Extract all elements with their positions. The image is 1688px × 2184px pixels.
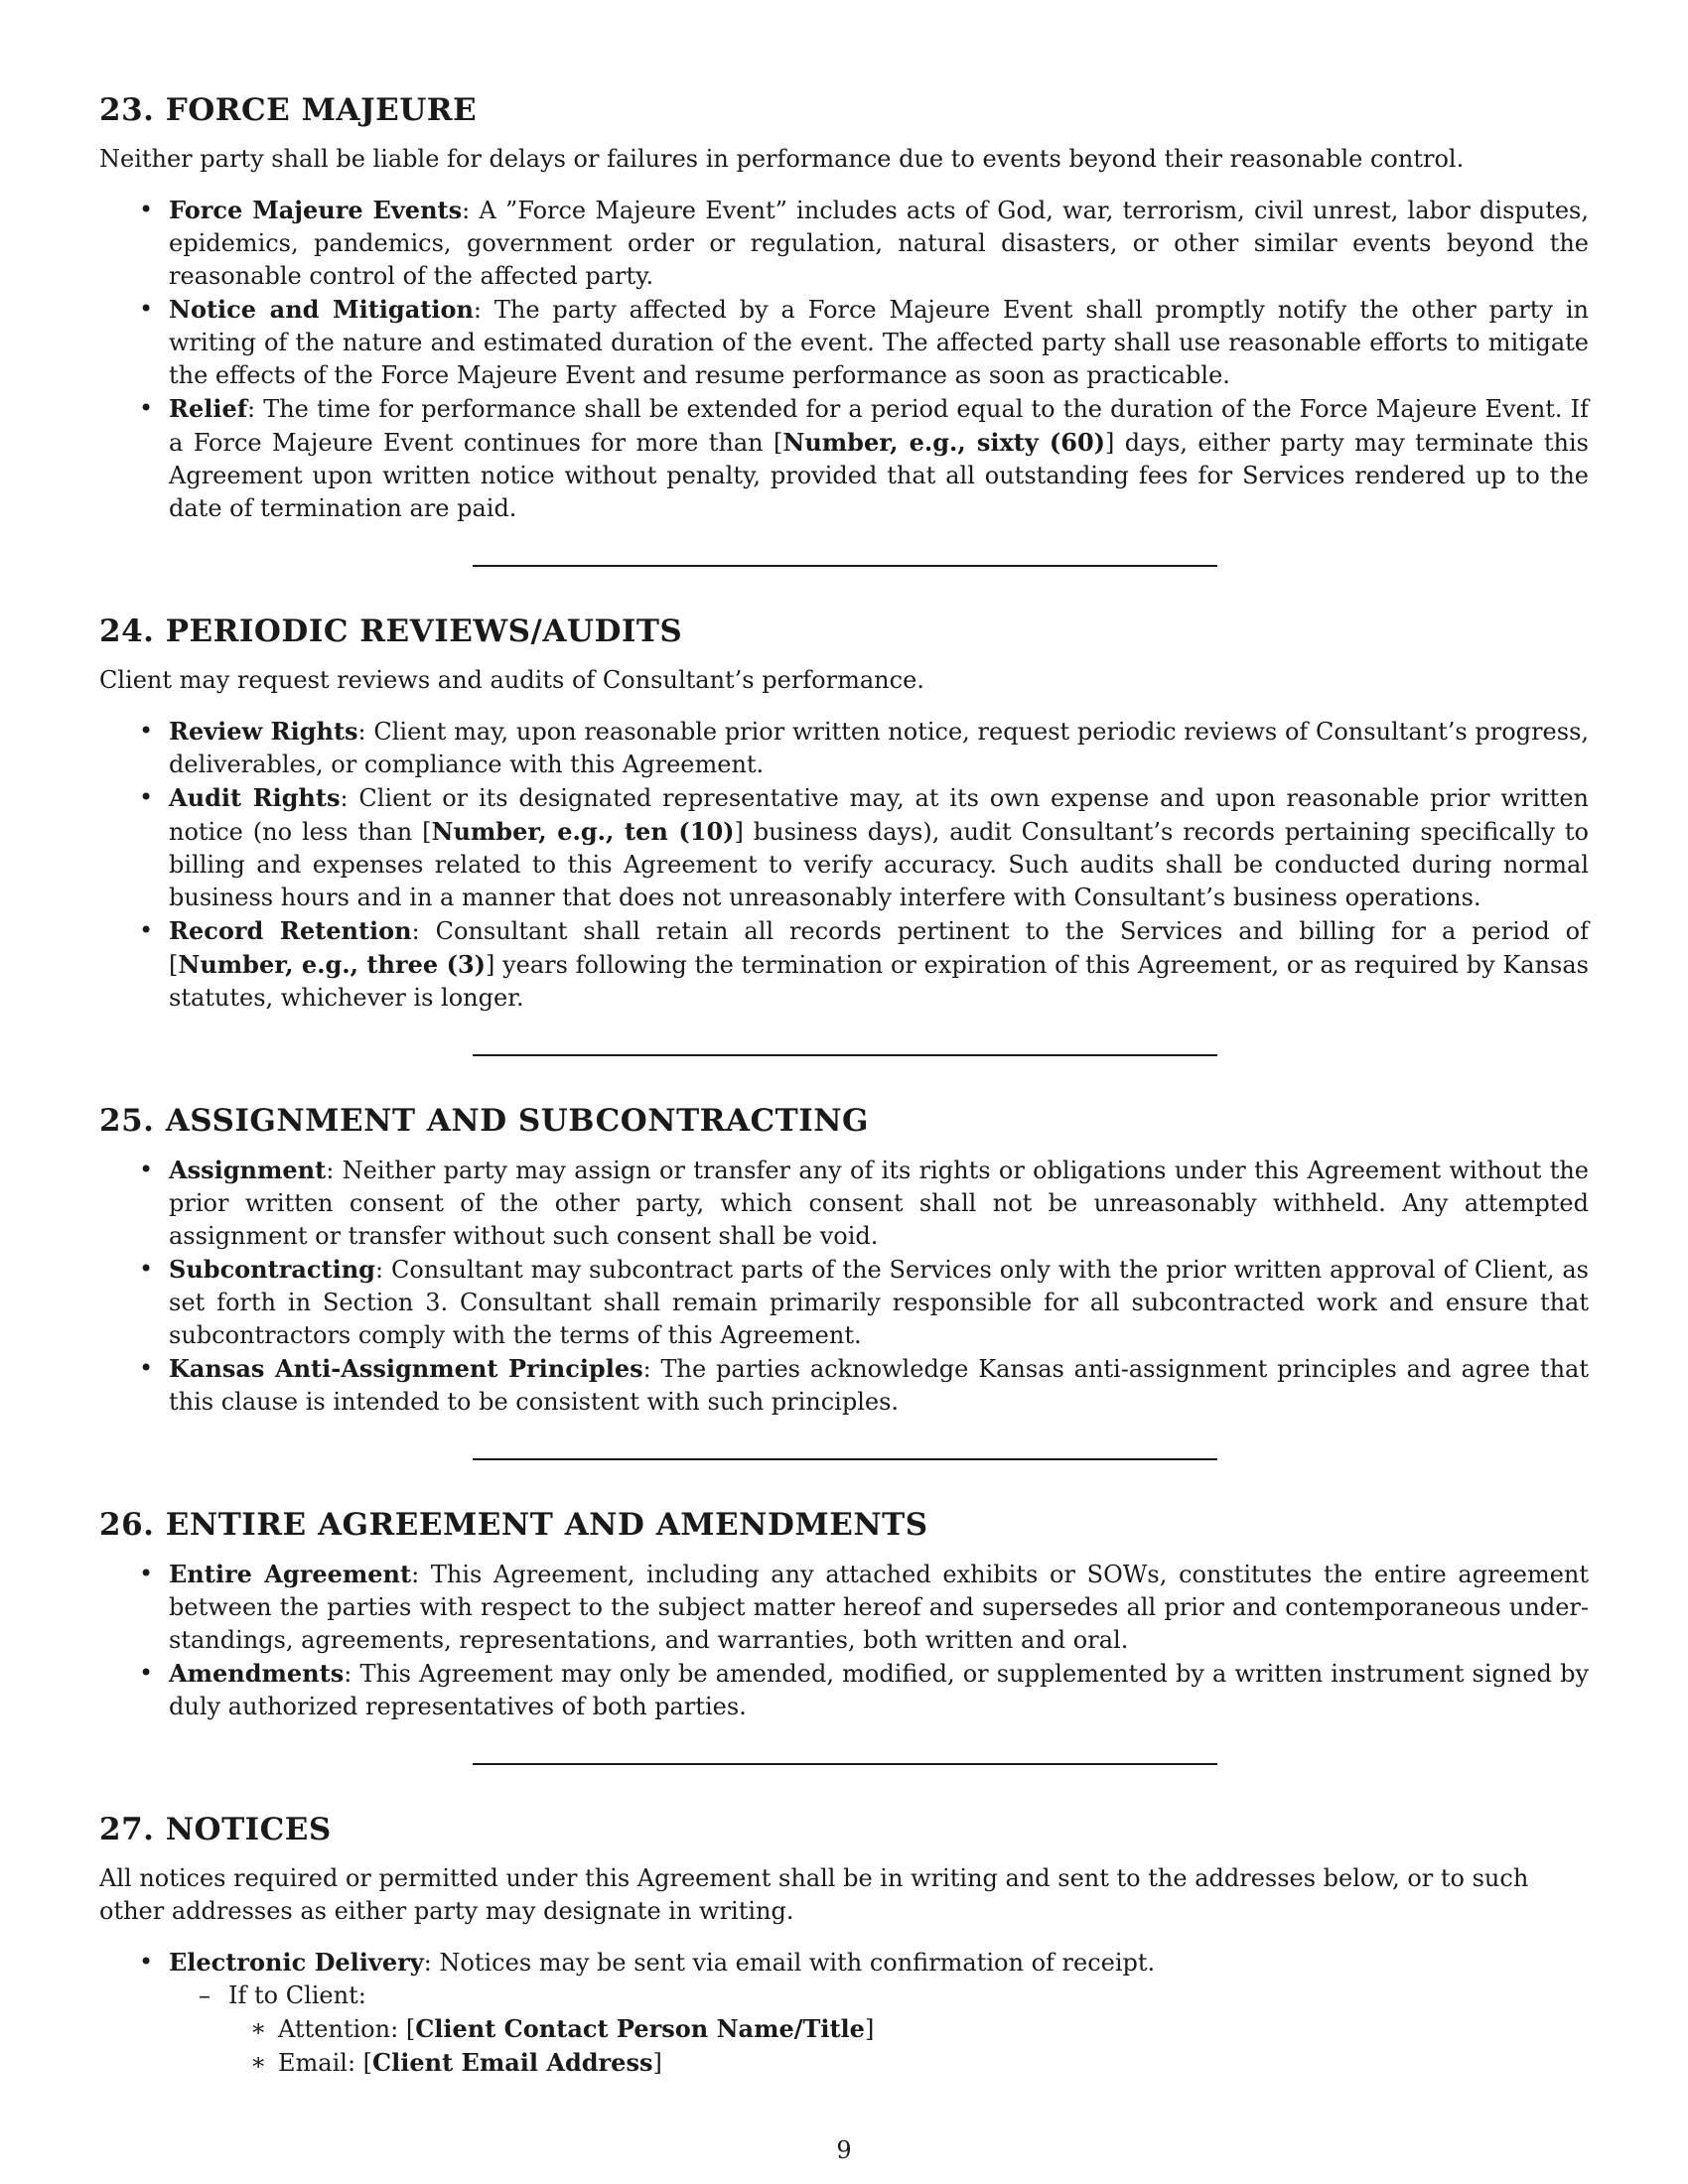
- section-heading: 25. ASSIGNMENT AND SUBCONTRACTING: [99, 1103, 870, 1139]
- clause-text: Client may, upon reasonable prior written notice, request periodic reviews of Consultant’s progress, deliverables, or compliance with this Agreement.: [169, 718, 1590, 778]
- clause-term: Electronic Delivery: [169, 1948, 424, 1977]
- clause-term: Amendments: [169, 1659, 345, 1688]
- section-divider: [473, 1054, 1217, 1056]
- section-assignment: [99, 1102, 1589, 1419]
- clause-text: Client or its designated representative may, at its own expense and upon reasonable prior written notice (no less than [: [169, 784, 1589, 846]
- section-heading: 26. ENTIRE AGREEMENT AND AMENDMENTS: [99, 1507, 928, 1543]
- placeholder-field: Number, e.g., sixty (60): [782, 428, 1106, 457]
- list-item: • Electronic Delivery: Notices may be sent via email with confirmation of receipt. – If to Client: ∗ Attention: [Client Contact Person Name/Title] ∗ Email: [Client Email Address]: [99, 1946, 1589, 2080]
- list-item: • Entire Agreement: This Agreement, including any attached exhibits or SOWs, constitutes the entire agreement between the parties with respect to the subject matter hereof and supersedes all prior and contemporaneous understandings, agreements, representations, and warranties, both written and oral.: [99, 1558, 1589, 1657]
- clause-term: Assignment: [169, 1156, 327, 1184]
- sub-sub-list-item: ∗ Attention: [Client Contact Person Name/Title]: [228, 2012, 1589, 2046]
- list-item: • Assignment: Neither party may assign or transfer any of its rights or obligations under this Agreement without the prior written consent of the other party, which consent shall not be unreasonably withheld. Any attempted assignment or transfer without such consent shall be void.: [99, 1154, 1589, 1253]
- clause-text: ] years following the termination or expiration of this Agreement, or as required by Kansas statutes, whichever is longer.: [169, 951, 1589, 1012]
- list-item: • Relief: The time for performance shall be extended for a period equal to the duration of the Force Majeure Event. If a Force Majeure Event continues for more than [Number, e.g., sixty (60)] days, either party may terminate this Agreement upon written notice without penalty, provided that all outstanding fees for Services rendered up to the date of termination are paid.: [99, 392, 1589, 525]
- list-item: • Subcontracting: Consultant may subcontract parts of the Services only with the prior written approval of Client, as set forth in Section 3. Consultant shall remain primarily responsible for all subcontracted work and ensure that subcontractors comply with the terms of this Agreement.: [99, 1253, 1589, 1352]
- document-page: [99, 91, 1589, 2080]
- list-item: • Force Majeure Events: A ”Force Majeure Event” includes acts of God, war, terrorism, civil unrest, labor disputes, epidemics, pandemics, government order or regulation, natural disasters, or other similar events beyond the reasonable control of the affected party.: [99, 194, 1589, 293]
- clause-text: This Agreement may only be amended, modified, or supplemented by a written instrument signed by duly authorized representatives of both parties.: [169, 1660, 1590, 1720]
- placeholder-field: Client Contact Person Name/Title: [415, 2014, 865, 2043]
- section-intro: Neither party shall be liable for delays or failures in performance due to events beyond their reasonable control.: [99, 145, 1465, 173]
- section-force-majeure: [99, 91, 1589, 525]
- clause-list: [99, 1946, 1589, 2080]
- clause-list: [99, 194, 1589, 525]
- clause-text: The parties acknowledge Kansas anti-assignment principles and agree that this clause is intended to be consistent with such principles.: [169, 1355, 1589, 1416]
- section-periodic-reviews: [99, 613, 1589, 1015]
- section-divider: [473, 1763, 1217, 1765]
- list-item: • Audit Rights: Client or its designated representative may, at its own expense and upon reasonable prior written notice (no less than [Number, e.g., ten (10)] business days), audit Consultant’s records pertaining specifically to billing and expenses related to this Agreement to verify accuracy. Such audits shall be conducted during normal business hours and in a manner that does not unreasonably interfere with Consultant’s business operations.: [99, 781, 1589, 914]
- clause-text: ] business days), audit Consultant’s records pertaining specifically to billing and expenses related to this Agreement to verify accuracy. Such audits shall be conducted during normal business hours and in a manner that does not unreasonably interfere with Consultant’s business operations.: [169, 818, 1590, 911]
- section-divider: [473, 1458, 1217, 1460]
- section-intro: All notices required or permitted under this Agreement shall be in writing and sent to the addresses below, or to such other addresses as either party may designate in writing.: [99, 1864, 1529, 1925]
- clause-term: Entire Agreement: [169, 1560, 412, 1588]
- section-heading: 27. NOTICES: [99, 1812, 332, 1847]
- clause-list: [99, 1558, 1589, 1723]
- clause-term: Review Rights: [169, 717, 358, 746]
- clause-text: The time for performance shall be extended for a period equal to the duration of the Force Majeure Event. If a Force Majeure Event continues for more than [: [169, 395, 1589, 457]
- clause-text: Consultant may subcontract parts of the Services only with the prior written approval of Client, as set forth in Section 3. Consultant shall remain primarily responsible for all subcontracted work and ensure that subcontractors comply with the terms of this Agreement.: [169, 1256, 1590, 1349]
- placeholder-field: Number, e.g., ten (10): [431, 817, 735, 846]
- section-heading: 23. FORCE MAJEURE: [99, 92, 478, 128]
- placeholder-field: Client Email Address: [372, 2048, 653, 2077]
- clause-term: Notice and Mitigation: [169, 295, 474, 324]
- clause-list: [99, 715, 1589, 1015]
- clause-term: Record Retention: [169, 916, 412, 945]
- clause-term: Relief: [169, 394, 248, 423]
- clause-term: Audit Rights: [169, 783, 341, 812]
- section-notices: [99, 1811, 1589, 2080]
- section-divider: [473, 565, 1217, 567]
- page-number: 9: [836, 2136, 852, 2164]
- list-item: • Review Rights: Client may, upon reasonable prior written notice, request periodic reviews of Consultant’s progress, deliverables, or compliance with this Agreement.: [99, 715, 1589, 781]
- list-item: • Amendments: This Agreement may only be amended, modified, or supplemented by a written instrument signed by duly authorized representatives of both parties.: [99, 1657, 1589, 1723]
- clause-text: Notices may be sent via email with confirmation of receipt.: [439, 1949, 1156, 1977]
- list-item: • Kansas Anti-Assignment Principles: The parties acknowledge Kansas anti-assignment principles and agree that this clause is intended to be consistent with such principles.: [99, 1352, 1589, 1419]
- clause-text: A ”Force Majeure Event” includes acts of God, war, terrorism, civil unrest, labor disputes, epidemics, pandemics, government order or regulation, natural disasters, or other similar events beyond the reasonable control of the affected party.: [169, 197, 1589, 290]
- clause-term: Force Majeure Events: [169, 196, 463, 224]
- sub-list-item: – If to Client: ∗ Attention: [Client Contact Person Name/Title] ∗ Email: [Client Email Address]: [169, 1979, 1589, 2080]
- section-heading: 24. PERIODIC REVIEWS/AUDITS: [99, 614, 683, 649]
- clause-text: ] days, either party may terminate this Agreement upon written notice without penalty, provided that all outstanding fees for Services rendered up to the date of termination are paid.: [169, 429, 1589, 522]
- list-item: • Record Retention: Consultant shall retain all records pertinent to the Services and billing for a period of [Number, e.g., three (3)] years following the termination or expiration of this Agreement, or as required by Kansas statutes, whichever is longer.: [99, 914, 1589, 1015]
- clause-text: Neither party may assign or transfer any of its rights or obligations under this Agreement without the prior written consent of the other party, which consent shall not be unreasonably withheld. Any attempted assignment or transfer without such consent shall be void.: [169, 1157, 1589, 1250]
- clause-list: [99, 1154, 1589, 1419]
- clause-text: The party affected by a Force Majeure Event shall promptly notify the other party in writing of the nature and estimated duration of the event. The affected party shall use reasonable efforts to mitigate the effects of the Force Majeure Event and resume performance as soon as practicable.: [169, 296, 1589, 389]
- sub-sub-list-item: ∗ Email: [Client Email Address]: [228, 2046, 1589, 2080]
- clause-term: Subcontracting: [169, 1255, 375, 1284]
- section-intro: Client may request reviews and audits of Consultant’s performance.: [99, 666, 924, 694]
- section-entire-agreement: [99, 1506, 1589, 1723]
- clause-text: This Agreement, including any attached exhibits or SOWs, constitutes the entire agreement between the parties with respect to the subject matter hereof and supersedes all prior and contemporaneous understandings, agreements, representations, and warranties, both written and oral.: [169, 1561, 1590, 1654]
- placeholder-field: Number, e.g., three (3): [178, 950, 486, 979]
- sub-list: [169, 1979, 1589, 2080]
- list-item: • Notice and Mitigation: The party affected by a Force Majeure Event shall promptly notify the other party in writing of the nature and estimated duration of the event. The affected party shall use reasonable efforts to mitigate the effects of the Force Majeure Event and resume performance as soon as practicable.: [99, 293, 1589, 392]
- sub-sub-list: [228, 2012, 1589, 2080]
- clause-text: Consultant shall retain all records pertinent to the Services and billing for a period of [: [169, 917, 1589, 979]
- clause-term: Kansas Anti-Assignment Principles: [169, 1354, 643, 1383]
